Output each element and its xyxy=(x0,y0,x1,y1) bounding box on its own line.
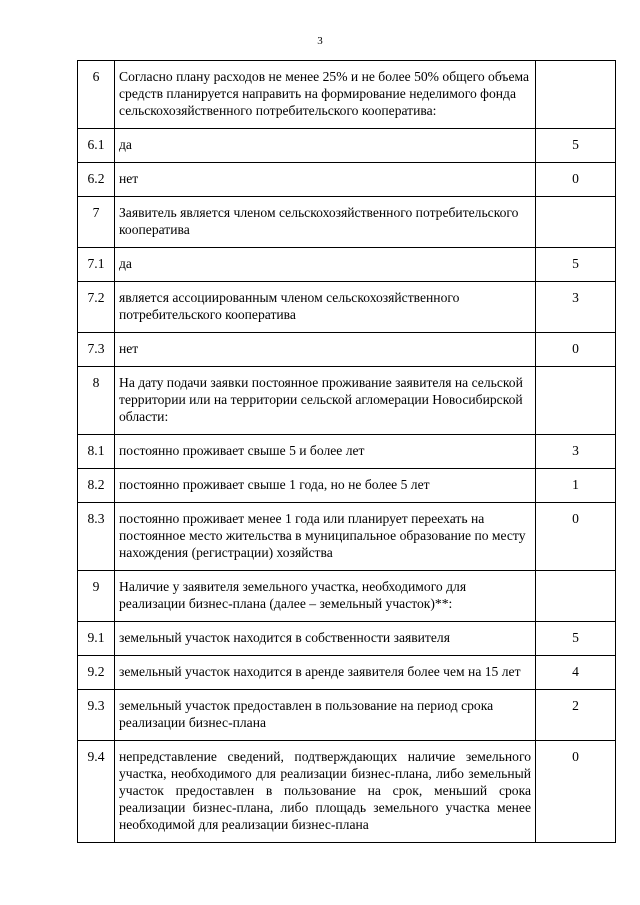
table-row xyxy=(78,656,616,690)
row-score: 0 xyxy=(536,163,616,197)
row-description: да xyxy=(115,129,536,163)
row-number: 7.3 xyxy=(78,333,115,367)
row-number: 9.4 xyxy=(78,741,115,843)
table-row xyxy=(78,367,616,435)
row-number: 7.2 xyxy=(78,282,115,333)
row-number: 9.3 xyxy=(78,690,115,741)
row-number: 8.2 xyxy=(78,469,115,503)
row-description: постоянно проживает свыше 5 и более лет xyxy=(115,435,536,469)
row-description: нет xyxy=(115,163,536,197)
row-score: 5 xyxy=(536,622,616,656)
page-number: 3 xyxy=(317,35,323,47)
row-description: Наличие у заявителя земельного участка, необходимого для реализации бизнес-плана (далее – земельный участок)**: xyxy=(115,571,536,622)
table-row xyxy=(78,282,616,333)
row-description: нет xyxy=(115,333,536,367)
table-row xyxy=(78,248,616,282)
table-row xyxy=(78,741,616,843)
row-description: является ассоциированным членом сельскохозяйственного потребительского кооператива xyxy=(115,282,536,333)
row-score xyxy=(536,367,616,435)
row-description: земельный участок находится в аренде заявителя более чем на 15 лет xyxy=(115,656,536,690)
row-score: 5 xyxy=(536,248,616,282)
row-description: Согласно плану расходов не менее 25% и не более 50% общего объема средств планируется направить на формирование неделимого фонда сельскохозяйственного потребительского кооператива: xyxy=(115,61,536,129)
row-number: 8 xyxy=(78,367,115,435)
row-score: 0 xyxy=(536,333,616,367)
table-row xyxy=(78,469,616,503)
row-description: постоянно проживает менее 1 года или планирует переехать на постоянное место жительства в муниципальное образование по месту нахождения (регистрации) хозяйства xyxy=(115,503,536,571)
row-description: земельный участок находится в собственности заявителя xyxy=(115,622,536,656)
row-score: 4 xyxy=(536,656,616,690)
row-number: 9 xyxy=(78,571,115,622)
row-description: Заявитель является членом сельскохозяйственного потребительского кооператива xyxy=(115,197,536,248)
row-score: 2 xyxy=(536,690,616,741)
row-number: 9.1 xyxy=(78,622,115,656)
row-description: да xyxy=(115,248,536,282)
table-row xyxy=(78,622,616,656)
table-row xyxy=(78,690,616,741)
row-description: непредставление сведений, подтверждающих наличие земельного участка, необходимого для реализации бизнес-плана, либо земельный участок предоставлен в пользование на срок, меньший срока реализации бизнес-плана, либо площадь земельного участка менее необходимой для реализации бизнес-плана xyxy=(115,741,536,843)
table-row xyxy=(78,61,616,129)
row-number: 8.1 xyxy=(78,435,115,469)
row-score: 3 xyxy=(536,435,616,469)
row-score: 1 xyxy=(536,469,616,503)
row-description: земельный участок предоставлен в пользование на период срока реализации бизнес-плана xyxy=(115,690,536,741)
table-row xyxy=(78,435,616,469)
row-score: 3 xyxy=(536,282,616,333)
criteria-table xyxy=(77,60,616,843)
row-score: 0 xyxy=(536,503,616,571)
table-row xyxy=(78,163,616,197)
row-score xyxy=(536,61,616,129)
row-score: 5 xyxy=(536,129,616,163)
row-description: постоянно проживает свыше 1 года, но не более 5 лет xyxy=(115,469,536,503)
table-row xyxy=(78,503,616,571)
row-number: 9.2 xyxy=(78,656,115,690)
row-score: 0 xyxy=(536,741,616,843)
row-score xyxy=(536,197,616,248)
row-number: 8.3 xyxy=(78,503,115,571)
row-score xyxy=(536,571,616,622)
row-number: 7.1 xyxy=(78,248,115,282)
row-number: 6.2 xyxy=(78,163,115,197)
table-row xyxy=(78,571,616,622)
table-row xyxy=(78,333,616,367)
table-row xyxy=(78,197,616,248)
row-number: 7 xyxy=(78,197,115,248)
row-number: 6 xyxy=(78,61,115,129)
table-row xyxy=(78,129,616,163)
row-description: На дату подачи заявки постоянное проживание заявителя на сельской территории или на территории сельской агломерации Новосибирской области: xyxy=(115,367,536,435)
row-number: 6.1 xyxy=(78,129,115,163)
